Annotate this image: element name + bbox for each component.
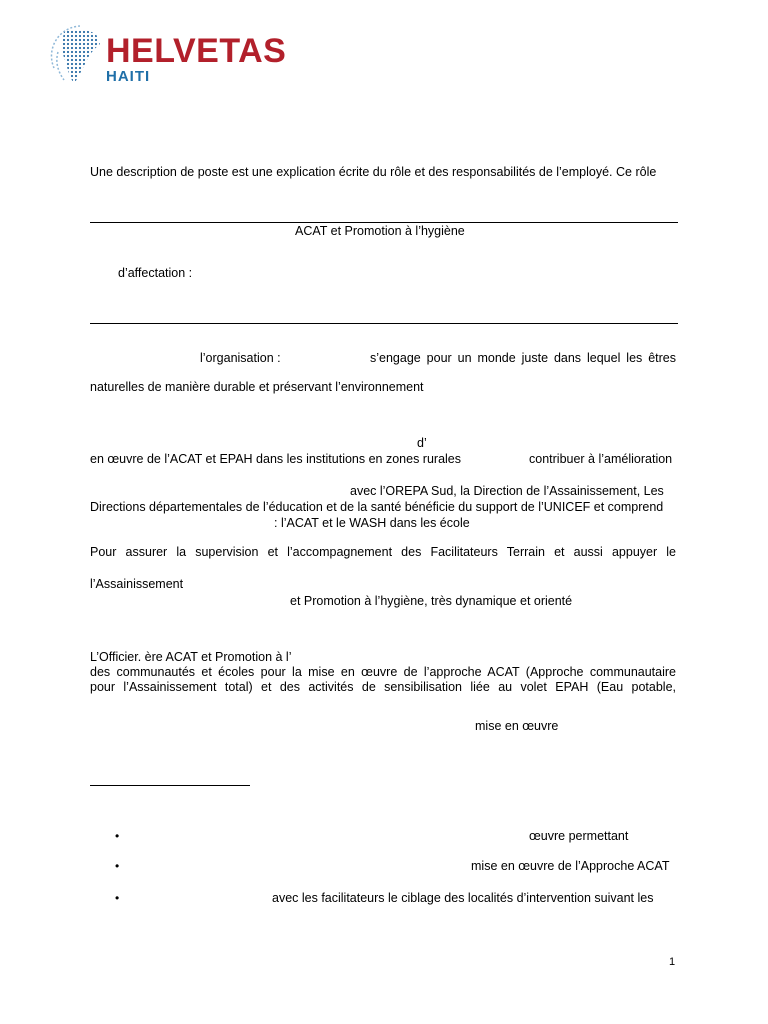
divider-short	[90, 785, 250, 786]
mise-en-oeuvre-line: mise en œuvre	[475, 719, 559, 733]
promotion-line: et Promotion à l’hygiène, très dynamique et orienté	[290, 594, 573, 608]
communautes-line: des communautés et écoles pour la mise en œuvre de l’approche ACAT (Approche communautaire	[90, 665, 676, 679]
org-text: s’engage pour un monde juste dans lequel les êtres	[370, 351, 676, 365]
page-number: 1	[669, 956, 676, 968]
org-text-2: naturelles de manière durable et préservant l’environnement	[90, 380, 424, 394]
pour-line: Pour assurer la supervision et l’accompagnement des Facilitateurs Terrain et aussi appuyer le	[90, 545, 676, 559]
divider-top	[90, 222, 678, 223]
divider-middle	[90, 323, 678, 324]
logo-name: HELVETAS	[106, 32, 287, 70]
intro-text: Une description de poste est une explication écrite du rôle et des responsabilités de l’employé. Ce rôle	[90, 165, 657, 179]
bullet-marker: •	[115, 891, 120, 905]
bullet-marker: •	[115, 829, 120, 843]
assainissement-line: l’Assainissement	[90, 577, 184, 591]
logo-subtitle: HAITI	[106, 68, 151, 85]
bullet-item-3: avec les facilitateurs le ciblage des localités d’intervention suivant les	[272, 891, 654, 905]
orepa-line: avec l’OREPA Sud, la Direction de l’Assainissement, Les	[350, 484, 664, 498]
affectation-label: d’affectation :	[118, 266, 193, 280]
fragment-d: d’	[417, 436, 427, 450]
bullet-item-2: mise en œuvre de l’Approche ACAT	[471, 859, 670, 873]
oeuvre-left: en œuvre de l’ACAT et EPAH dans les institutions en zones rurales	[90, 452, 462, 466]
helvetas-logo	[50, 22, 290, 92]
officier-line: L’Officier. ère ACAT et Promotion à l’	[90, 650, 292, 664]
pour-assainissement-line: pour l’Assainissement total) et des activités de sensibilisation liée au volet EPAH (Eau potable,	[90, 680, 676, 694]
oeuvre-right: contribuer à l’amélioration	[529, 452, 673, 466]
directions-line: Directions départementales de l’éducation et de la santé bénéficie du support de l’UNICEF et comprend	[90, 500, 664, 514]
title-line: ACAT et Promotion à l’hygiène	[295, 224, 465, 238]
globe-icon	[50, 22, 110, 90]
org-label: l’organisation :	[200, 351, 281, 365]
bullet-item-1: œuvre permettant	[529, 829, 629, 843]
wash-line: : l’ACAT et le WASH dans les école	[274, 516, 470, 530]
bullet-marker: •	[115, 859, 120, 873]
